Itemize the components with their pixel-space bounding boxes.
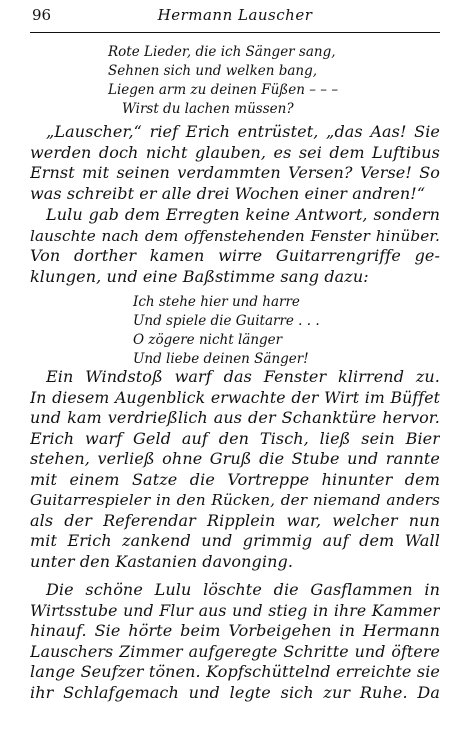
verse-line: Ich stehe hier und harre (133, 294, 300, 310)
header-rule (30, 32, 440, 33)
verse-line: Rote Lieder, die ich Sänger sang, (108, 44, 336, 60)
text-line: was schreibt er alle drei Wochen einer andren!“ (30, 183, 426, 203)
verse-line: Und spiele die Guitarre . . . (133, 313, 320, 329)
text-line: Wirtsstube und Flur aus und stieg in ihre Kammer (30, 600, 440, 620)
text-line: Erich warf Geld auf den Tisch, ließ sein Bier (30, 428, 440, 448)
text-line: unter den Kastanien davonging. (30, 551, 294, 571)
text-line: stehen, verließ ohne Gruß die Stube und rannte (30, 449, 440, 468)
paragraph-4 (30, 580, 440, 703)
running-title: Hermann Lauscher (157, 6, 313, 24)
text-line: mit Erich zankend und grimmig auf dem Wall (30, 531, 440, 550)
text-line: werden doch nicht glauben, es sei dem Luftibus (30, 142, 440, 162)
text-line: lange Seufzer tönen. Kopfschüttelnd erreichte sie (30, 662, 440, 681)
text-line: klungen, und eine Baßstimme sang dazu: (30, 266, 369, 286)
page-number: 96 (32, 6, 52, 24)
text-line: „Lauscher,“ rief Erich entrüstet, „das Aas! Sie (46, 122, 440, 141)
verse-stanza-2 (133, 293, 320, 369)
text-line: lauschte nach dem offenstehenden Fenster hinüber. (30, 226, 440, 245)
paragraph-3 (30, 367, 440, 572)
text-line: Die schöne Lulu löschte die Gasflammen in (46, 580, 440, 599)
text-line: mit einem Satze die Vortreppe hinunter dem (30, 469, 440, 489)
text-line: Guitarrespieler in den Rücken, der niemand anders (30, 491, 440, 509)
text-line: Ernst mit seinen verdammten Versen? Verse! So (30, 163, 440, 182)
text-line: Ein Windstoß warf das Fenster klirrend zu. (46, 367, 440, 386)
verse-line: Liegen arm zu deinen Füßen – – – (108, 82, 339, 98)
verse-line: Sehnen sich und welken bang, (108, 63, 318, 79)
paragraph-1 (30, 122, 440, 204)
text-line: als der Referendar Ripplein war, welcher nun (30, 510, 440, 530)
verse-line: O zögere nicht länger (133, 332, 283, 348)
text-line: ihr Schlafgemach und legte sich zur Ruhe. Da (30, 682, 440, 702)
text-line: Von dorther kamen wirre Guitarrengriffe ge- (30, 246, 440, 265)
text-line: Lauschers Zimmer aufgeregte Schritte und öftere (30, 641, 440, 661)
verse-line: Wirst du lachen müssen? (122, 101, 294, 117)
text-line: Lulu gab dem Erregten keine Antwort, sondern (46, 205, 440, 224)
verse-stanza-1 (108, 43, 338, 119)
text-line: hinauf. Sie hörte beim Vorbeigehen in Hermann (30, 621, 440, 640)
paragraph-2 (30, 205, 440, 287)
text-line: und kam verdrießlich aus der Schanktüre hervor. (30, 408, 440, 427)
verse-line: Und liebe deinen Sänger! (133, 351, 309, 367)
text-line: In diesem Augenblick erwachte der Wirt im Büffet (30, 387, 440, 407)
page-header (30, 4, 440, 34)
